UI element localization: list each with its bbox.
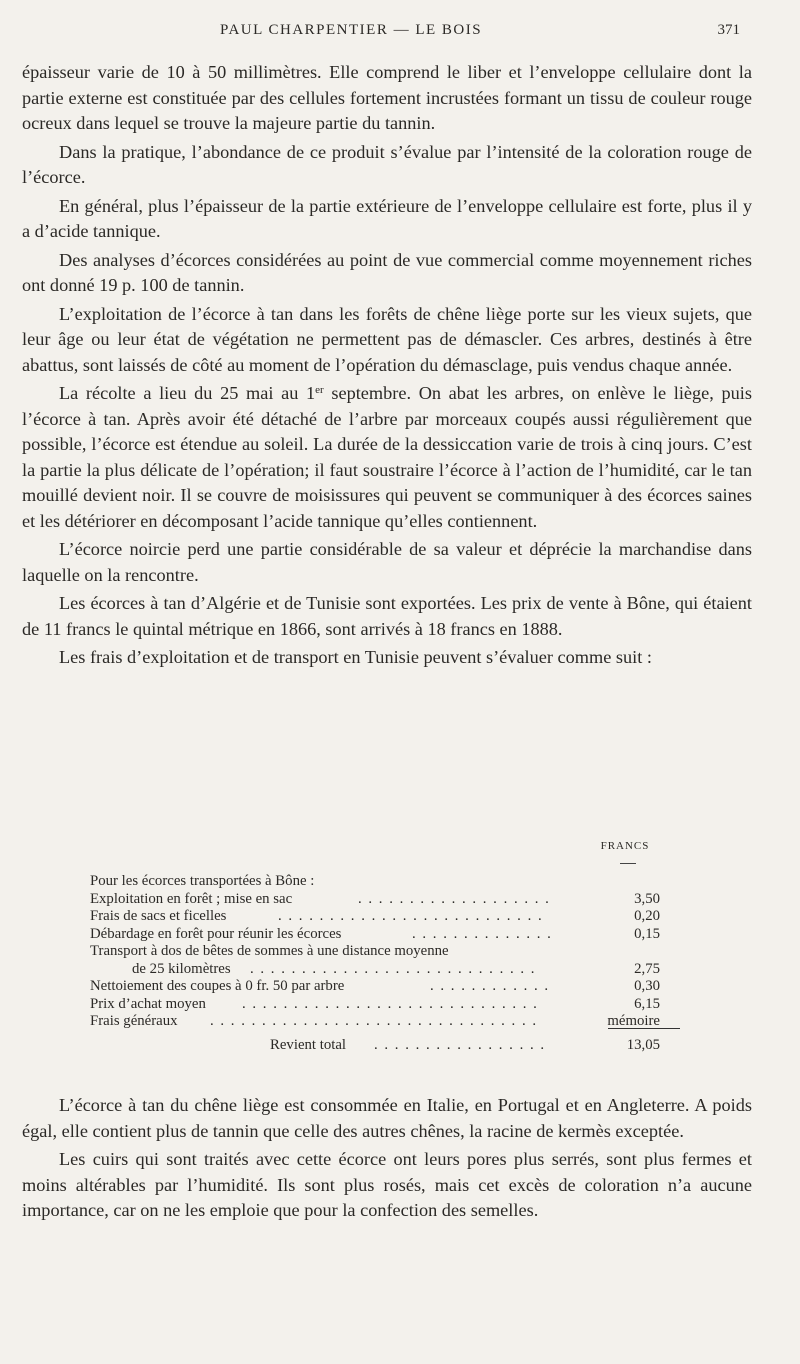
row-value: 6,15 (634, 995, 660, 1012)
header-dash (620, 863, 636, 864)
row-label: Débardage en forêt pour réunir les écorces (90, 925, 342, 942)
paragraph: Les frais d’exploitation et de transport en Tunisie peuvent s’évaluer comme suit : (59, 647, 652, 667)
closing-text (22, 1093, 752, 1227)
paragraph: L’exploitation de l’écorce à tan dans les forêts de chêne liège porte sur les vieux sujets, que leur âge ou leur état de végétation ne permettent pas de démascler. Ces arbres, destinés à être abattus, sont laissés de côté au moment de l’opération du démasclage, puis vendus chaque année. (22, 303, 752, 375)
dot-leader: . . . . . . . . . . . . . . . . . . . . . . . . . . . . (250, 960, 536, 977)
table-row (90, 961, 690, 979)
table-row (90, 978, 690, 996)
row-label: Transport à dos de bêtes de sommes à une distance moyenne (90, 943, 449, 959)
dot-leader: . . . . . . . . . . . . . . . . . . . (358, 890, 551, 907)
row-label: Exploitation en forêt ; mise en sac (90, 890, 293, 907)
row-value: 0,20 (634, 908, 660, 924)
unit-header: FRANCS (600, 840, 650, 852)
paragraph: Des analyses d’écorces considérées au point de vue commercial comme moyennement riches ont donné 19 p. 100 de tannin. (22, 249, 752, 295)
dot-leader: . . . . . . . . . . . . . . (412, 925, 553, 942)
paragraph: L’écorce noircie perd une partie considérable de sa valeur et déprécie la marchandise dans laquelle on la rencontre. (22, 539, 752, 585)
table-row (90, 908, 690, 926)
row-value: mémoire (607, 1013, 660, 1029)
page-number: 371 (717, 22, 740, 38)
row-value: 2,75 (634, 960, 660, 977)
table-intro-row (90, 873, 690, 891)
table-row (90, 926, 690, 944)
harvest-text-start: La récolte a lieu du 25 mai au 1 (59, 383, 316, 403)
table-total-row (90, 1037, 690, 1055)
row-label: Frais de sacs et ficelles (90, 908, 227, 924)
paragraph: Dans la pratique, l’abondance de ce produit s’évalue par l’intensité de la coloration rouge de l’écorce. (22, 141, 752, 187)
dot-leader: . . . . . . . . . . . . . . . . . . . . . . . . . . (278, 908, 544, 924)
paragraph: épaisseur varie de 10 à 50 millimètres. Elle comprend le liber et l’enveloppe cellulaire dont la partie externe est constituée par des cellules fortement incrustées formant un tissu de couleur rouge ocreux dans lequel se trouve la majeure partie du tannin. (22, 62, 752, 133)
row-value: 3,50 (634, 890, 660, 907)
cost-table (90, 838, 690, 1054)
table-row (90, 1013, 690, 1031)
dot-leader: . . . . . . . . . . . . . . . . . . . . . . . . . . . . . (242, 995, 539, 1012)
row-value: 0,15 (634, 925, 660, 942)
dot-leader: . . . . . . . . . . . . (430, 978, 550, 994)
ordinal-suffix: er (315, 384, 324, 396)
row-label: de 25 kilomètres (132, 960, 231, 977)
main-text (22, 60, 752, 674)
table-row (90, 943, 690, 961)
row-label: Prix d’achat moyen (90, 995, 206, 1012)
table-row (90, 891, 690, 909)
running-title: PAUL CHARPENTIER — LE BOIS (220, 22, 483, 38)
table-header-row (90, 838, 690, 856)
harvest-paragraph (22, 381, 752, 534)
harvest-text-rest: septembre. On abat les arbres, on enlève le liège, puis l’écorce à tan. Après avoir été détaché de l’arbre par morceaux coupés aussi régulièrement que possible, l’écorce est étendue au soleil. La durée de la dessiccation varie de trois à cinq jours. C’est la partie la plus délicate de l’opération; il faut soustraire l’écorce à l’action de l’humidité, car le tan mouillé devient noir. Il se couvre de moisissures qui peuvent se communiquer à des écorces saines et les détériorer en décomposant l’acide tannique qu’elles contiennent. (22, 383, 752, 531)
paragraph: En général, plus l’épaisseur de la partie extérieure de l’enveloppe cellulaire est forte, plus il y a d’acide tannique. (22, 195, 752, 241)
row-label: Frais généraux (90, 1013, 178, 1029)
paragraph: Les cuirs qui sont traités avec cette écorce ont leurs pores plus serrés, sont plus fermes et moins altérables par l’humidité. Ils sont plus rosés, mais cet excès de coloration n’a aucune importance, car on ne les emploie que pour la confection des semelles. (22, 1149, 752, 1220)
paragraph: Les écorces à tan d’Algérie et de Tunisie sont exportées. Les prix de vente à Bône, qui étaient de 11 francs le quintal métrique en 1866, sont arrivés à 18 francs en 1888. (22, 593, 752, 639)
dot-leader: . . . . . . . . . . . . . . . . . . . . . . . . . . . . . . . . (210, 1013, 538, 1029)
table-intro: Pour les écorces transportées à Bône : (90, 873, 315, 889)
table-header-dash-row (90, 856, 690, 874)
total-value: 13,05 (626, 1036, 660, 1053)
running-header (20, 18, 740, 44)
dot-leader: . . . . . . . . . . . . . . . . . (374, 1036, 546, 1053)
row-value: 0,30 (634, 978, 660, 994)
table-row (90, 996, 690, 1014)
paragraph: L’écorce à tan du chêne liège est consommée en Italie, en Portugal et en Angleterre. A poids égal, elle contient plus de tannin que celle des autres chênes, la racine de kermès exceptée. (22, 1095, 752, 1141)
total-label: Revient total (270, 1036, 347, 1053)
row-label: Nettoiement des coupes à 0 fr. 50 par arbre (90, 978, 345, 994)
total-rule (608, 1028, 680, 1029)
